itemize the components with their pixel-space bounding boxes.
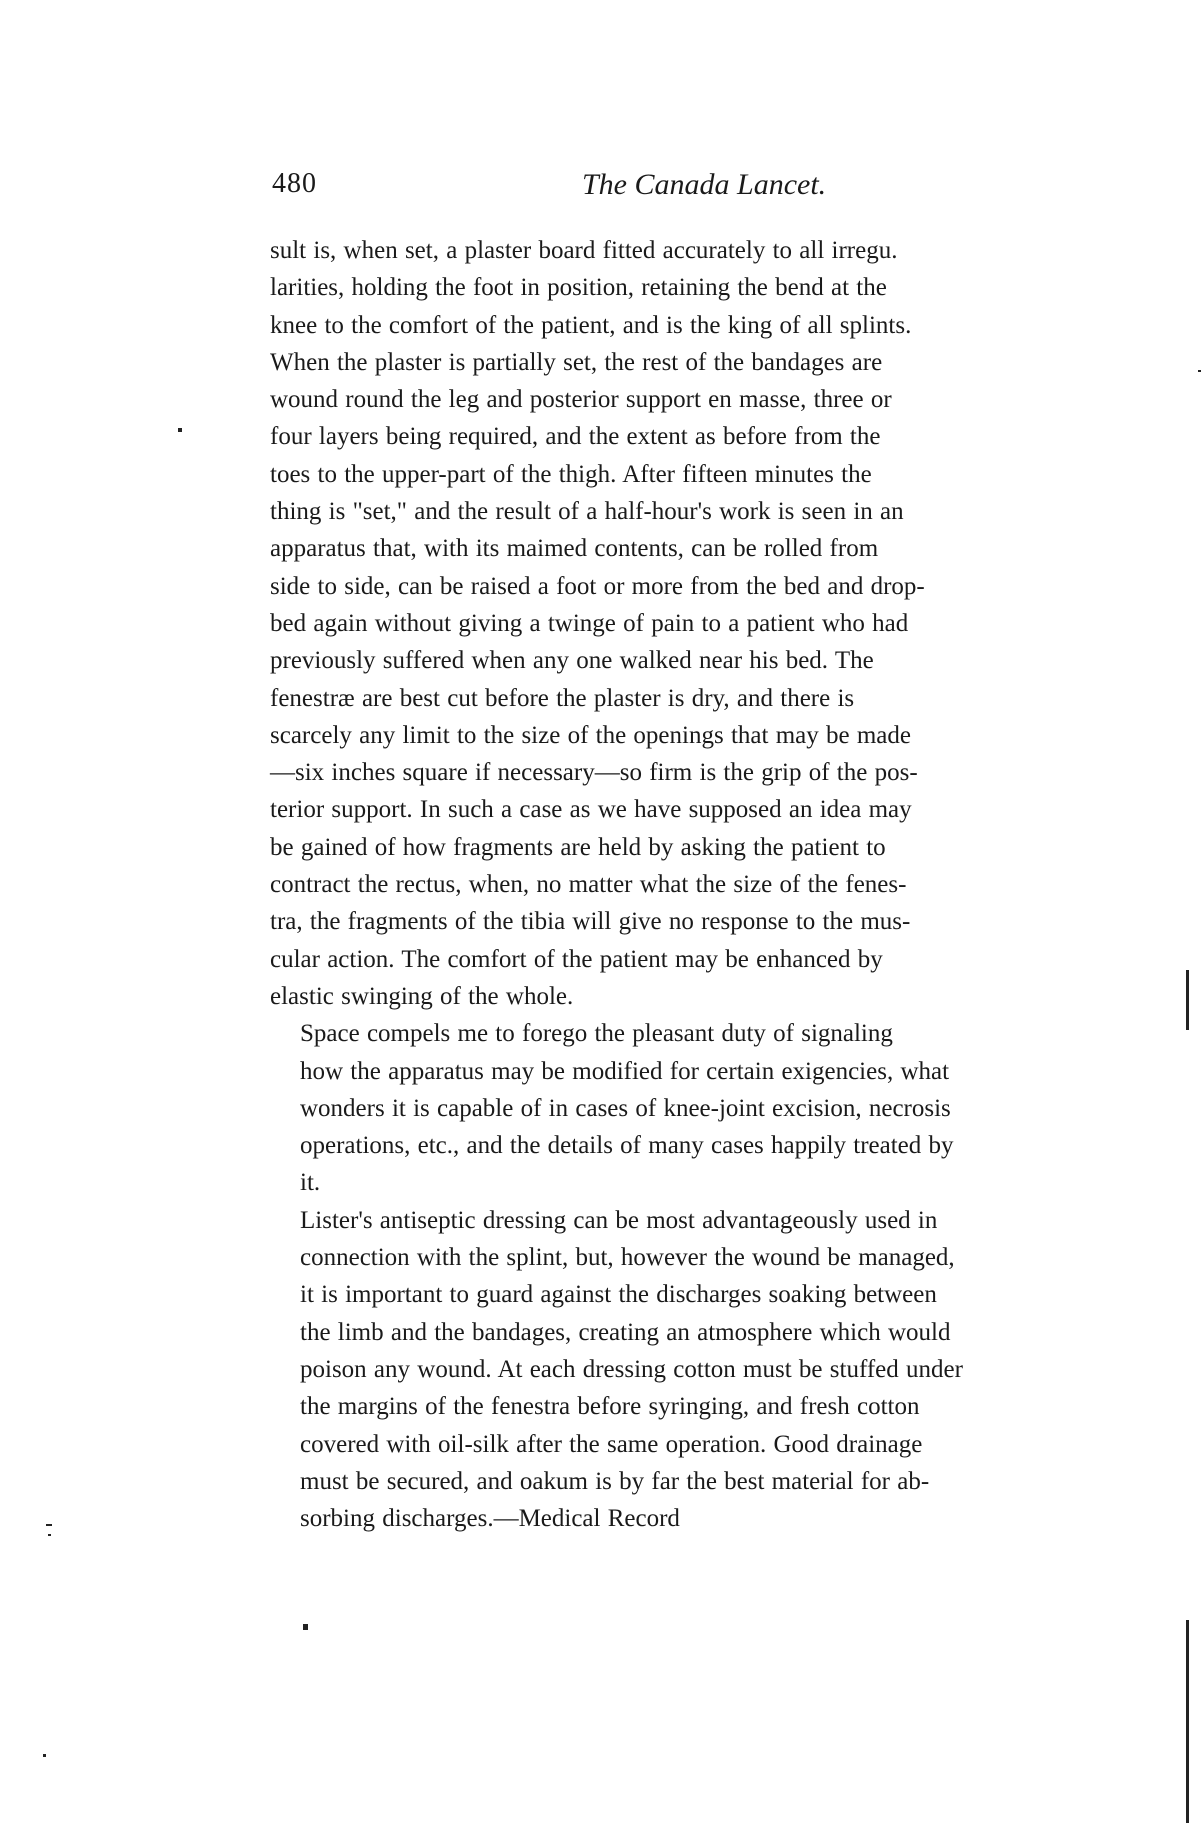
scan-speck [46, 1524, 52, 1526]
text-line: apparatus that, with its maimed contents, can be rolled from [270, 535, 879, 563]
text-line: —six inches square if necessary—so firm is the grip of the pos- [270, 759, 918, 787]
text-line: Space compels me to forego the pleasant duty of signaling [300, 1020, 893, 1048]
text-line: covered with oil-silk after the same operation. Good drainage [300, 1430, 923, 1458]
text-line: the margins of the fenestra before syringing, and fresh cotton [300, 1393, 920, 1421]
page-edge-line [1186, 1620, 1189, 1823]
text-line: wonders it is capable of in cases of knee-joint excision, necrosis [300, 1094, 951, 1122]
text-line: four layers being required, and the extent as before from the [270, 423, 881, 451]
paragraph [270, 1015, 1148, 1201]
article-body [270, 232, 1148, 1537]
text-line: When the plaster is partially set, the rest of the bandages are [270, 348, 883, 376]
text-line: larities, holding the foot in position, retaining the bend at the [270, 274, 887, 302]
text-line: side to side, can be raised a foot or more from the bed and drop- [270, 572, 925, 600]
text-line: scarcely any limit to the size of the openings that may be made [270, 721, 911, 749]
text-line: knee to the comfort of the patient, and is the king of all splints. [270, 311, 912, 339]
text-line: thing is "set," and the result of a half-hour's work is seen in an [270, 498, 904, 526]
text-line: elastic swinging of the whole. [270, 982, 574, 1010]
text-line: sorbing discharges.—Medical Record [300, 1505, 680, 1533]
journal-title: The Canada Lancet. [582, 168, 827, 201]
text-line: contract the rectus, when, no matter what the size of the fenes- [270, 871, 907, 899]
text-line: sult is, when set, a plaster board fitted accurately to all irregu. [270, 237, 898, 264]
text-line: Lister's antiseptic dressing can be most advantageously used in [300, 1206, 938, 1234]
text-line: toes to the upper-part of the thigh. After fifteen minutes the [270, 460, 872, 488]
text-line: terior support. In such a case as we have supposed an idea may [270, 796, 912, 824]
text-line: connection with the splint, but, however the wound be managed, [300, 1244, 955, 1272]
text-line: tra, the fragments of the tibia will give no response to the mus- [270, 908, 911, 936]
text-line: poison any wound. At each dressing cotton must be stuffed under [300, 1355, 963, 1383]
paragraph [270, 1202, 1148, 1538]
text-line: be gained of how fragments are held by asking the patient to [270, 833, 886, 861]
text-line: wound round the leg and posterior support en masse, three or [270, 386, 892, 414]
scan-speck [1198, 370, 1201, 372]
scan-speck [48, 1534, 51, 1536]
text-line: cular action. The comfort of the patient may be enhanced by [270, 945, 883, 973]
page-header [272, 168, 1142, 212]
page-number: 480 [272, 168, 317, 199]
text-line: bed again without giving a twinge of pain to a patient who had [270, 609, 909, 637]
paragraph [270, 232, 1148, 1015]
text-line: it is important to guard against the discharges soaking between [300, 1281, 937, 1309]
scan-speck [303, 1624, 308, 1630]
scan-speck [43, 1754, 46, 1757]
text-line: fenestræ are best cut before the plaster is dry, and there is [270, 684, 855, 712]
text-line: must be secured, and oakum is by far the best material for ab- [300, 1467, 930, 1495]
page-edge-line [1186, 970, 1189, 1030]
text-line: how the apparatus may be modified for certain exigencies, what [300, 1057, 950, 1085]
scan-speck [178, 428, 182, 432]
text-line: operations, etc., and the details of many cases happily treated by [300, 1132, 954, 1160]
text-line: it. [300, 1169, 321, 1197]
text-line: the limb and the bandages, creating an atmosphere which would [300, 1318, 951, 1346]
text-line: previously suffered when any one walked near his bed. The [270, 647, 874, 675]
